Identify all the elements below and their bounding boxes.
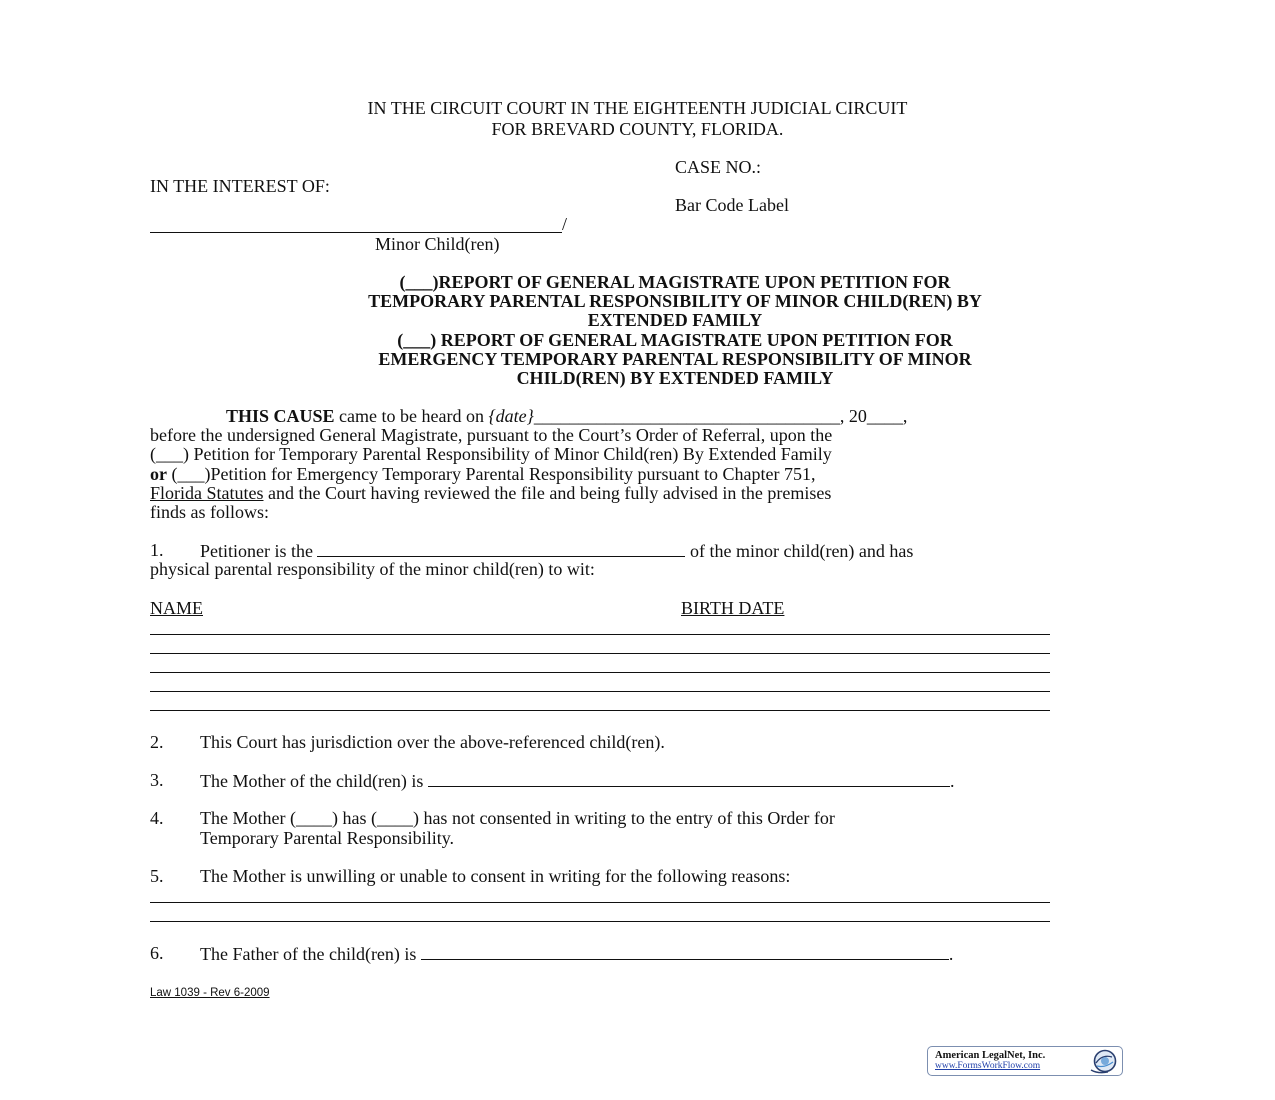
intro-line-4 xyxy=(150,465,815,484)
minor-children-label: Minor Child(ren) xyxy=(375,234,500,254)
court-header-line1: IN THE CIRCUIT COURT IN THE EIGHTEENTH JUDICIAL CIRCUIT xyxy=(367,98,908,118)
bar-code-label: Bar Code Label xyxy=(675,195,789,215)
item-4-line-1: The Mother (____) has (____) has not consented in writing to the entry of this Order for xyxy=(200,808,835,828)
title-2-line-3: CHILD(REN) BY EXTENDED FAMILY xyxy=(516,368,834,388)
name-column-header: NAME xyxy=(150,598,203,618)
intro-line-3: (___) Petition for Temporary Parental Responsibility of Minor Child(ren) By Extended Family xyxy=(150,444,832,464)
child-row-line xyxy=(150,691,1050,692)
came-to-be-heard-text: came to be heard on xyxy=(334,406,489,426)
title-1-line-2: TEMPORARY PARENTAL RESPONSIBILITY OF MINOR CHILD(REN) BY xyxy=(368,291,982,311)
item-3-text: The Mother of the child(ren) is xyxy=(200,771,428,791)
child-row-line xyxy=(150,634,1050,635)
intro-line-2: before the undersigned General Magistrate, pursuant to the Court’s Order of Referral, upon the xyxy=(150,425,833,445)
intro-line-1 xyxy=(226,407,907,426)
reason-line xyxy=(150,921,1050,922)
this-cause-text: THIS CAUSE xyxy=(226,406,335,426)
child-name-blank xyxy=(150,232,562,233)
interest-of-label: IN THE INTEREST OF: xyxy=(150,176,330,196)
legalnet-logo[interactable] xyxy=(927,1046,1123,1076)
relationship-blank xyxy=(317,541,685,557)
reason-line xyxy=(150,902,1050,903)
title-2-line-1: (___) REPORT OF GENERAL MAGISTRATE UPON PETITION FOR xyxy=(397,330,953,350)
item-4-line-2: Temporary Parental Responsibility. xyxy=(200,828,455,848)
item-1-text-b: of the minor child(ren) and has xyxy=(685,541,914,561)
globe-icon xyxy=(1088,1048,1118,1074)
item-2-number: 2. xyxy=(150,732,164,752)
item-3-line xyxy=(200,771,954,791)
court-header-line2: FOR BREVARD COUNTY, FLORIDA. xyxy=(491,119,784,139)
form-id-footer: Law 1039 - Rev 6-2009 xyxy=(150,987,270,999)
item-6-line xyxy=(200,944,953,964)
intro-line-4-rest: (___)Petition for Emergency Temporary Parental Responsibility pursuant to Chapter 751, xyxy=(167,464,816,484)
child-row-line xyxy=(150,710,1050,711)
caption-slash: / xyxy=(562,214,568,234)
intro-line-5 xyxy=(150,484,831,503)
logo-url-link[interactable]: www.FormsWorkFlow.com xyxy=(935,1061,1041,1071)
title-1-line-3: EXTENDED FAMILY xyxy=(587,310,763,330)
title-2-line-2: EMERGENCY TEMPORARY PARENTAL RESPONSIBILITY OF MINOR xyxy=(378,349,972,369)
child-row-line xyxy=(150,653,1050,654)
father-name-blank xyxy=(421,944,949,960)
item-5-number: 5. xyxy=(150,866,164,886)
item-1-text-a: Petitioner is the xyxy=(200,541,318,561)
child-row-line xyxy=(150,672,1050,673)
item-2-text: This Court has jurisdiction over the above-referenced child(ren). xyxy=(200,732,665,752)
intro-line-5-rest: and the Court having reviewed the file and being fully advised in the premises xyxy=(263,483,832,503)
item-1-line-2: physical parental responsibility of the minor child(ren) to wit: xyxy=(150,559,595,579)
case-number-label: CASE NO.: xyxy=(675,157,762,177)
item-6-number: 6. xyxy=(150,943,164,963)
item-1-line-1 xyxy=(200,541,913,561)
item-4-number: 4. xyxy=(150,808,164,828)
item-6-period: . xyxy=(948,944,954,964)
item-3-number: 3. xyxy=(150,770,164,790)
birth-date-column-header: BIRTH DATE xyxy=(681,598,785,618)
item-5-text: The Mother is unwilling or unable to consent in writing for the following reasons: xyxy=(200,866,791,886)
intro-line-6: finds as follows: xyxy=(150,502,269,522)
logo-company-name: American LegalNet, Inc. xyxy=(935,1050,1046,1061)
title-1-line-1: (___)REPORT OF GENERAL MAGISTRATE UPON PETITION FOR xyxy=(399,272,951,292)
florida-statutes: Florida Statutes xyxy=(150,483,264,503)
item-3-period: . xyxy=(949,771,955,791)
item-6-text: The Father of the child(ren) is xyxy=(200,944,421,964)
date-blank-text: __________________________________, 20____, xyxy=(533,406,908,426)
or-word: or xyxy=(150,464,167,484)
date-placeholder: {date} xyxy=(488,406,534,426)
item-1-number: 1. xyxy=(150,540,164,560)
mother-name-blank xyxy=(428,771,950,787)
